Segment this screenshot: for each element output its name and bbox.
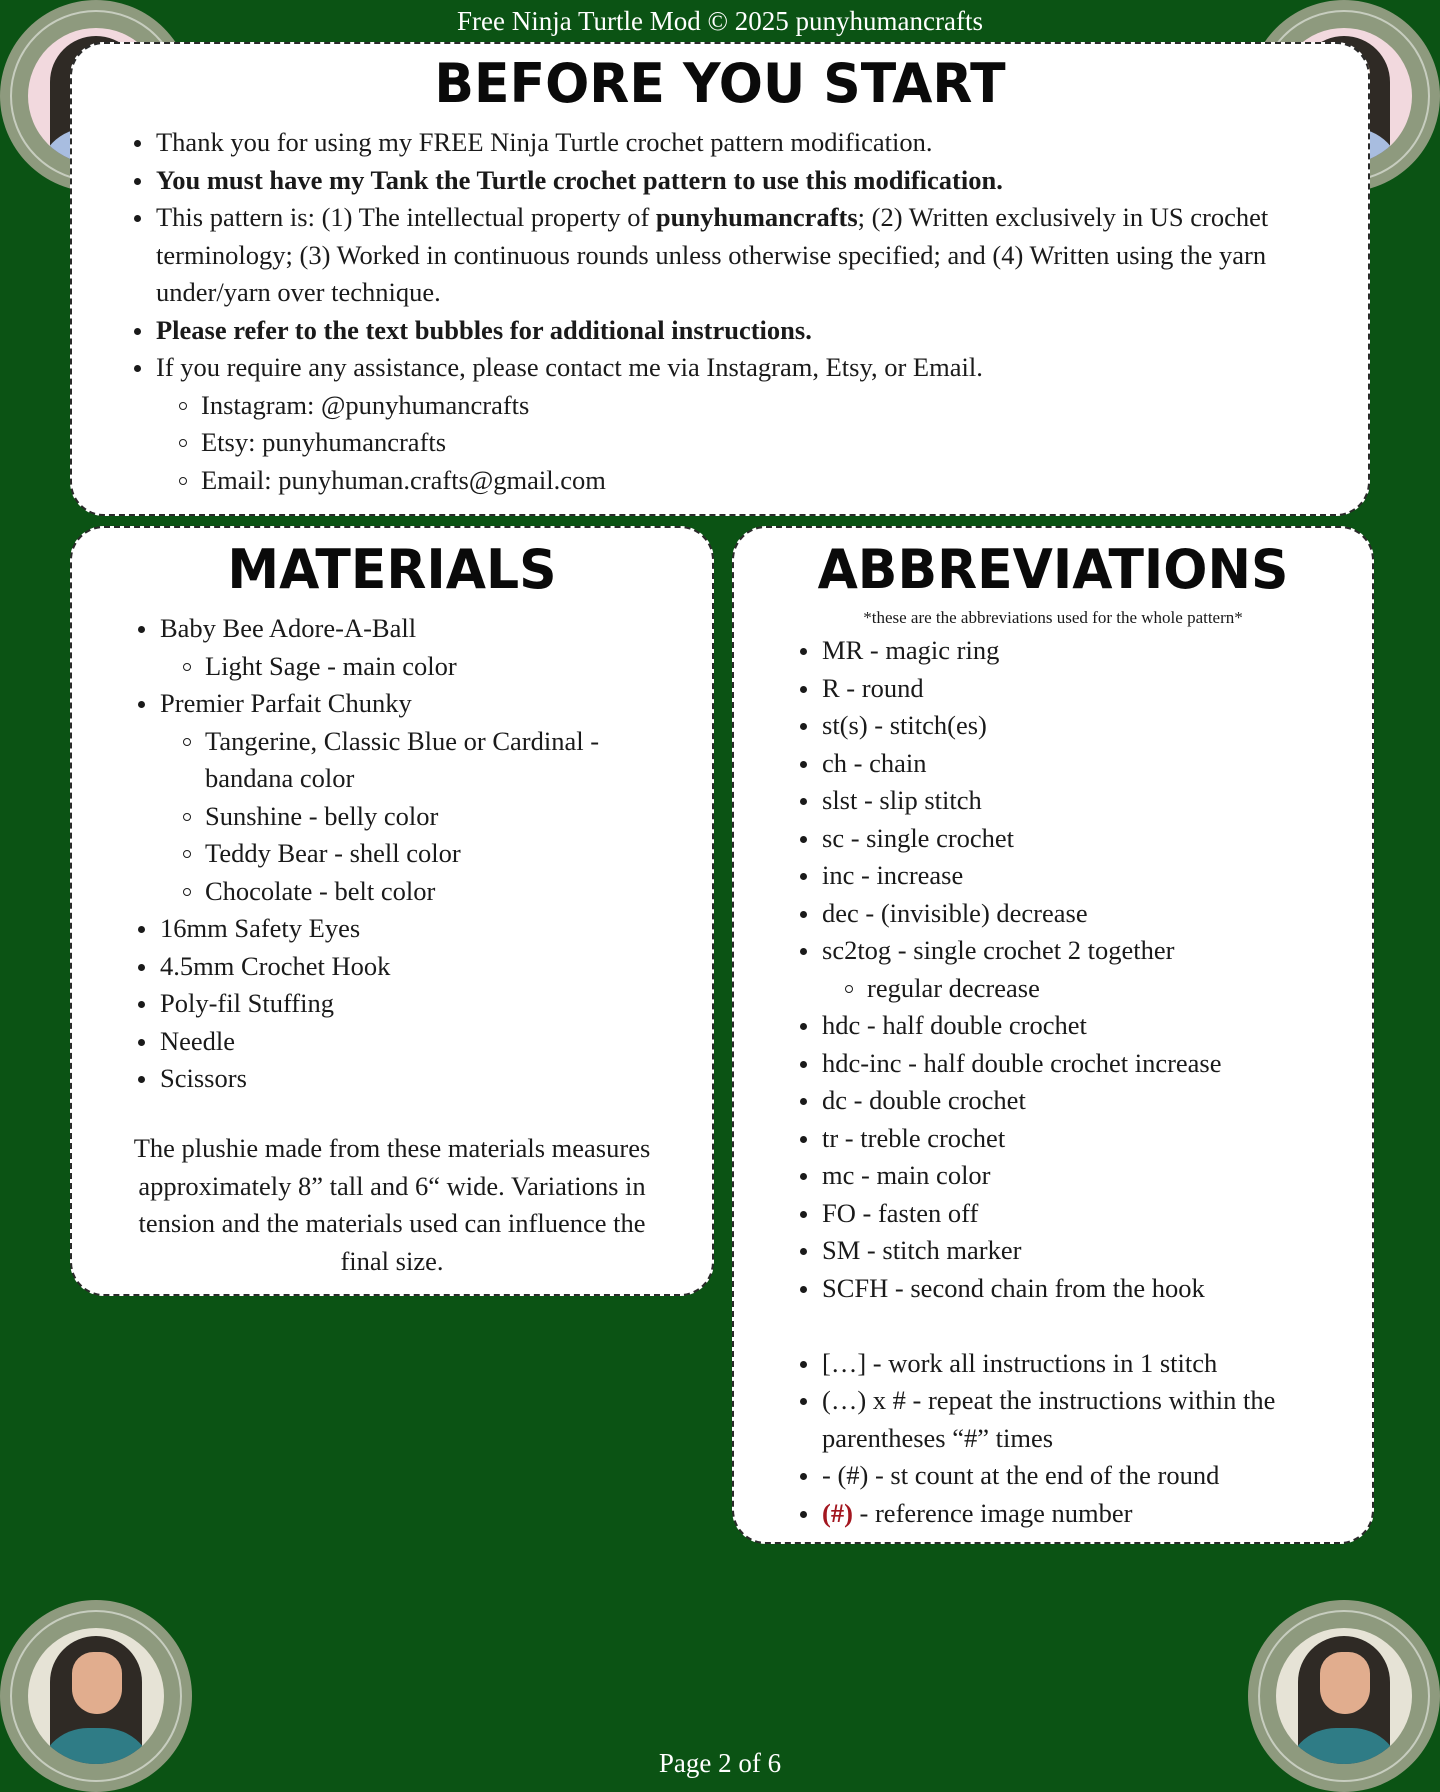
abbreviations-note: *these are the abbreviations used for the whole pattern* [863,608,1243,627]
list-item: tr - treble crochet [822,1120,1342,1158]
contact-etsy: Etsy: punyhumancrafts [201,424,1326,462]
abbreviations-card [732,526,1374,1544]
list-item: R - round [822,670,1342,708]
list-item: MR - magic ring [822,632,1342,670]
list-item: […] - work all instructions in 1 stitch [822,1345,1342,1383]
list-item: Thank you for using my FREE Ninja Turtle crochet pattern modification. [156,124,1326,162]
list-item: 16mm Safety Eyes [160,910,680,948]
list-item: hdc-inc - half double crochet increase [822,1045,1342,1083]
contact-instagram: Instagram: @punyhumancrafts [201,387,1326,425]
list-item: mc - main color [822,1157,1342,1195]
list-item: Poly-fil Stuffing [160,985,680,1023]
list-item: - (#) - st count at the end of the round [822,1457,1342,1495]
header-title: Free Ninja Turtle Mod © 2025 punyhumancrafts [457,6,983,36]
abbreviations-title: ABBREVIATIONS [817,539,1289,602]
list-item: FO - fasten off [822,1195,1342,1233]
before-you-start-card [70,42,1370,516]
list-item: hdc - half double crochet [822,1007,1342,1045]
materials-size-note: The plushie made from these materials measures approximately 8” tall and 6“ wide. Variations in tension and the materials used can influence the final size. [133,1133,651,1276]
list-item: slst - slip stitch [822,782,1342,820]
list-item-text: - reference image number [852,1497,1133,1528]
list-item: Sunshine - belly color [205,798,680,836]
list-item: (…) x # - repeat the instructions within the parentheses “#” times [822,1382,1342,1457]
before-you-start-title: BEFORE YOU START [434,53,1006,116]
page-number: Page 2 of 6 [658,1748,782,1778]
list-item: sc2tog - single crochet 2 together [822,932,1342,970]
list-item: You must have my Tank the Turtle crochet pattern to use this modification. [156,162,1326,200]
list-item: SCFH - second chain from the hook [822,1270,1342,1308]
list-item: st(s) - stitch(es) [822,707,1342,745]
abbreviations-list [822,632,1342,1532]
materials-card [70,526,714,1296]
list-item: If you require any assistance, please contact me via Instagram, Etsy, or Email. [156,349,1326,387]
list-item: regular decrease [867,970,1342,1008]
list-item: sc - single crochet [822,820,1342,858]
list-item: dc - double crochet [822,1082,1342,1120]
list-item [822,1495,1342,1533]
list-item: dec - (invisible) decrease [822,895,1342,933]
list-item: Teddy Bear - shell color [205,835,680,873]
materials-list [160,610,680,1098]
list-item [156,199,1326,312]
list-item: Needle [160,1023,680,1061]
list-item: Premier Parfait Chunky [160,685,680,723]
list-item: Light Sage - main color [205,648,680,686]
list-item: SM - stitch marker [822,1232,1342,1270]
materials-title: MATERIALS [227,539,557,602]
reference-marker: (#) [822,1497,853,1528]
brand-name: punyhumancrafts [655,202,858,232]
list-item-text: ; (2) Written exclusively in US crochet terminology; (3) Worked in continuous rounds unless otherwise specified; and (4) Written using the yarn under/yarn over technique. [156,202,1269,307]
list-item: Baby Bee Adore-A-Ball [160,610,680,648]
list-item: 4.5mm Crochet Hook [160,948,680,986]
list-spacer [822,1307,1342,1345]
before-you-start-list [156,124,1326,499]
list-item: Please refer to the text bubbles for additional instructions. [156,312,1326,350]
list-item: Chocolate - belt color [205,873,680,911]
contact-email: Email: punyhuman.crafts@gmail.com [201,462,1326,500]
list-item: inc - increase [822,857,1342,895]
list-item: ch - chain [822,745,1342,783]
list-item: Scissors [160,1060,680,1098]
list-item: Tangerine, Classic Blue or Cardinal - bandana color [205,723,680,798]
list-item-text: This pattern is: (1) The intellectual property of [156,202,656,232]
